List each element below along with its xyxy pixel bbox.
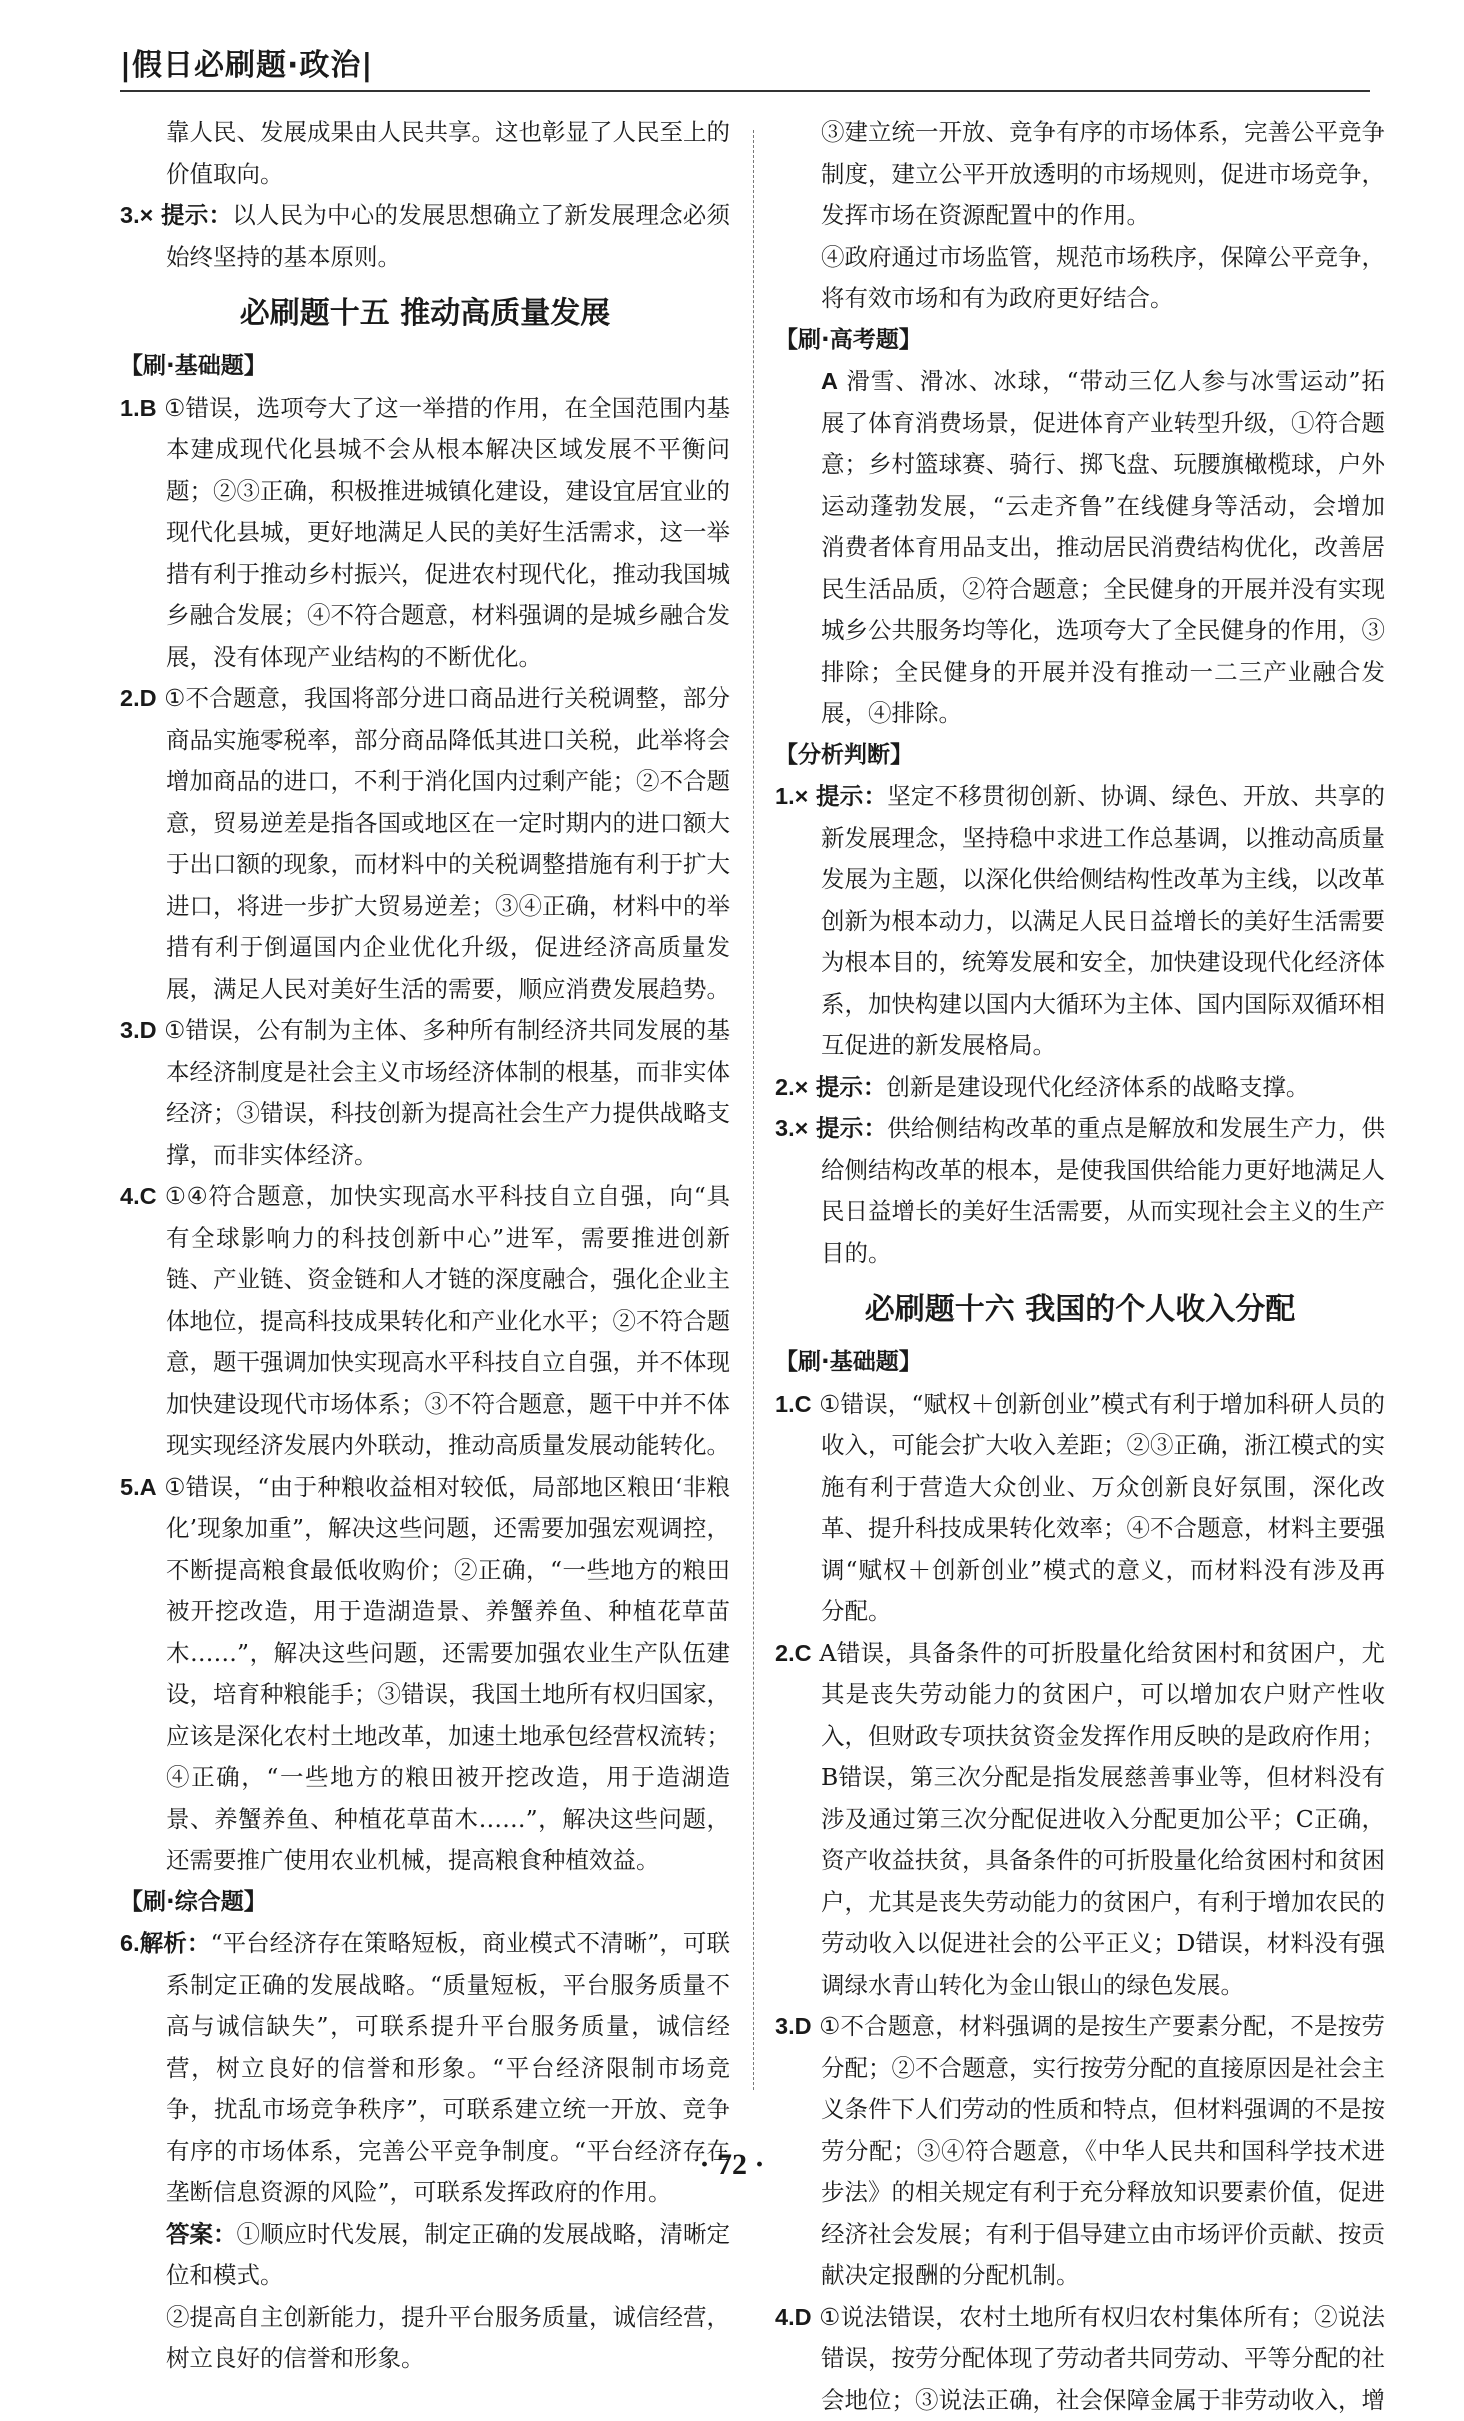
page-number: · 72 · [0,2148,1464,2182]
list-item [120,195,730,278]
item-number: 1. [775,783,795,809]
item-answer: C [795,1640,812,1666]
hint-label: 提示： [161,201,232,229]
item-number: 3. [775,2013,795,2039]
item-answer: D [795,2013,812,2039]
continuation-line: 靠人民、发展成果由人民共享。这也彰显了人民至上的 [120,112,730,154]
subsection-label: 【刷·基础题】 [775,1342,1385,1384]
header-rule [120,90,1370,92]
list-item [775,776,1385,1067]
item-text: 滑雪、滑冰、冰球，“带动三亿人参与冰雪运动”拓展了体育消费场景，促进体育产业转型升级，①符合题意；乡村篮球赛、骑行、掷飞盘、玩腰旗橄榄球，户外运动蓬勃发展，“云走齐鲁”在线健身等活动，会增加消费者体育用品支出，推动居民消费结构优化，改善居民生活品质，②符合题意；全民健身的开展并没有实现城乡公共服务均等化，选项夸大了全民健身的作用，③排除；全民健身的开展并没有推动一二三产业融合发展，④排除。 [821,367,1385,727]
list-item [120,678,730,1010]
item-text: ①错误，“由于种粮收益相对较低，局部地区粮田‘非粮化’现象加重”，解决这些问题，还需要加强宏观调控，不断提高粮食最低收购价；②正确，“一些地方的粮田被开挖改造，用于造湖造景、养蟹养鱼、种植花草苗木……”，解决这些问题，还需要加强农业生产队伍建设，培育种粮能手；③错误，我国土地所有权归国家，应该是深化农村土地改革，加速土地承包经营权流转；④正确，“一些地方的粮田被开挖改造，用于造湖造景、养蟹养鱼、种植花草苗木……”，解决这些问题，还需要推广使用农业机械，提高粮食种植效益。 [164,1473,730,1875]
item-text: 坚定不移贯彻创新、协调、绿色、开放、共享的新发展理念，坚持稳中求进工作总基调，以推动高质量发展为主题，以深化供给侧结构性改革为主线，以改革创新为根本动力，以满足人民日益增长的美好生活需要为根本目的，统筹发展和安全，加快建设现代化经济体系，加快构建以国内大循环为主体、国内国际双循环相互促进的新发展格局。 [821,782,1385,1059]
item-answer: A [821,368,838,394]
item-number: 4. [120,1183,140,1209]
item-text: ①错误，选项夸大了这一举措的作用，在全国范围内基本建成现代化县城不会从根本解决区域发展不平衡问题；②③正确，积极推进城镇化建设，建设宜居宜业的现代化县城，更好地满足人民的美好生活需求，这一举措有利于推动乡村振兴，促进农村现代化，推动我国城乡融合发展；④不符合题意，材料强调的是城乡融合发展，没有体现产业结构的不断优化。 [164,394,730,671]
item-text: ①④符合题意，加快实现高水平科技自立自强，向“具有全球影响力的科技创新中心”进军，需要推进创新链、产业链、资金链和人才链的深度融合，强化企业主体地位，提高科技成果转化和产业化水平；②不符合题意，题干强调加快实现高水平科技自立自强，并不体现加快建设现代市场体系；③不符合题意，题干中并不体现实现经济发展内外联动，推动高质量发展动能转化。 [165,1182,730,1459]
item-answer: × [795,1074,809,1100]
list-item [775,1384,1385,1633]
item-number: 2. [120,685,140,711]
answer-paragraph [120,2214,730,2297]
item-number: 2. [775,1640,795,1666]
item-answer: × [140,202,154,228]
item-number: 6. [120,1930,140,1956]
right-column [775,112,1385,2421]
list-item [775,361,1385,735]
list-item [120,1467,730,1882]
item-number: 3. [120,202,140,228]
item-number: 1. [120,395,140,421]
subsection-label: 【刷·综合题】 [120,1882,730,1924]
list-item [775,2297,1385,2421]
item-number: 1. [775,1391,795,1417]
item-answer: B [140,395,157,421]
item-text: ①不合题意，我国将部分进口商品进行关税调整，部分商品实施零税率，部分商品降低其进口关税，此举将会增加商品的进口，不利于消化国内过剩产能；②不合题意，贸易逆差是指各国或地区在一定时期内的进口额大于出口额的现象，而材料中的关税调整措施有利于扩大进口，将进一步扩大贸易逆差；③④正确，材料中的举措有利于倒逼国内企业优化升级，促进经济高质量发展，满足人民对美好生活的需要，顺应消费发展趋势。 [164,684,730,1003]
hint-label: 提示： [816,1073,887,1101]
subsection-label: 【分析判断】 [775,735,1385,777]
item-text: ①不合题意，材料强调的是按生产要素分配，不是按劳分配；②不合题意，实行按劳分配的直接原因是社会主义条件下人们劳动的性质和特点，但材料强调的不是按劳分配；③④符合题意，《中华人民共和国科学技术进步法》的相关规定有利于充分释放知识要素价值，促进经济社会发展；有利于倡导建立由市场评价贡献、按贡献决定报酬的分配机制。 [819,2012,1385,2289]
answer-label: 答案： [166,2220,237,2248]
item-number: 4. [775,2304,795,2330]
item-text: 供给侧结构改革的重点是解放和发展生产力，供给侧结构改革的根本，是使我国供给能力更好地满足人民日益增长的美好生活需要，从而实现社会主义的生产目的。 [821,1114,1385,1267]
list-item [775,1633,1385,2007]
item-answer: D [140,685,157,711]
list-item [120,1010,730,1176]
continuation-line: 价值取向。 [120,154,730,196]
item-number: 2. [775,1074,795,1100]
item-answer: D [140,1017,157,1043]
item-text: A错误，具备条件的可折股量化给贫困村和贫困户，尤其是丧失劳动能力的贫困户，可以增加农户财产性收入，但财政专项扶贫资金发挥作用反映的是政府作用；B错误，第三次分配是指发展慈善事业等，但材料没有涉及通过第三次分配促进收入分配更加公平；C正确，资产收益扶贫，具备条件的可折股量化给贫困村和贫困户，尤其是丧失劳动能力的贫困户，有利于增加农民的劳动收入以促进社会的公平正义；D错误，材料没有强调绿水青山转化为金山银山的绿色发展。 [819,1639,1385,1999]
item-text: ①错误，公有制为主体、多种所有制经济共同发展的基本经济制度是社会主义市场经济体制的根基，而非实体经济；③错误，科技创新为提高社会生产力提供战略支撑，而非实体经济。 [164,1016,730,1169]
answer-paragraph: ②提高自主创新能力，提升平台服务质量，诚信经营，树立良好的信誉和形象。 [120,2297,730,2380]
list-item [120,388,730,679]
item-text: ①错误，“赋权＋创新创业”模式有利于增加科研人员的收入，可能会扩大收入差距；②③正确，浙江模式的实施有利于营造大众创业、万众创新良好氛围，深化改革、提升科技成果转化效率；④不合题意，材料主要强调“赋权＋创新创业”模式的意义，而材料没有涉及再分配。 [819,1390,1385,1626]
subsection-label: 【刷·基础题】 [120,346,730,388]
item-number: 3. [775,1115,795,1141]
item-number: 5. [120,1474,140,1500]
answer-paragraph: ④政府通过市场监管，规范市场秩序，保障公平竞争，将有效市场和有为政府更好结合。 [775,237,1385,320]
subsection-label: 【刷·高考题】 [775,320,1385,362]
section-title: 必刷题十六 我国的个人收入分配 [775,1288,1385,1332]
answer-text: ①顺应时代发展，制定正确的发展战略，清晰定位和模式。 [166,2220,730,2290]
item-answer: C [140,1183,157,1209]
left-column [120,112,730,2380]
column-divider [753,130,754,2090]
hint-label: 提示： [816,1114,887,1142]
item-text: 创新是建设现代化经济体系的战略支撑。 [886,1073,1309,1101]
analysis-label: 解析： [140,1929,211,1957]
item-answer: D [795,2304,812,2330]
list-item [120,1176,730,1467]
list-item [775,1108,1385,1274]
item-answer: × [795,783,809,809]
answer-paragraph: ③建立统一开放、竞争有序的市场体系，完善公平竞争制度，建立公平开放透明的市场规则，促进市场竞争，发挥市场在资源配置中的作用。 [775,112,1385,237]
list-item [775,1067,1385,1109]
hint-label: 提示： [816,782,887,810]
item-answer: × [795,1115,809,1141]
item-text: ①说法错误，农村土地所有权归农村集体所有；②说法错误，按劳分配体现了劳动者共同劳动、平等分配的社会地位；③说法正确，社会保障金属于非劳动收入，增 [819,2303,1385,2414]
item-answer: C [795,1391,812,1417]
item-number: 3. [120,1017,140,1043]
item-text: 以人民为中心的发展思想确立了新发展理念必须始终坚持的基本原则。 [166,201,730,271]
item-text: “平台经济存在策略短板，商业模式不清晰”，可联系制定正确的发展战略。“质量短板，平台服务质量不高与诚信缺失”，可联系提升平台服务质量，诚信经营，树立良好的信誉和形象。“平台经济限制市场竞争，扰乱市场竞争秩序”，可联系建立统一开放、竞争有序的市场体系，完善公平竞争制度。“平台经济存在垄断信息资源的风险”，可联系发挥政府的作用。 [166,1929,730,2206]
item-answer: A [140,1474,157,1500]
section-title: 必刷题十五 推动高质量发展 [120,292,730,336]
book-series-title: |假日必刷题·政治| [120,40,373,84]
